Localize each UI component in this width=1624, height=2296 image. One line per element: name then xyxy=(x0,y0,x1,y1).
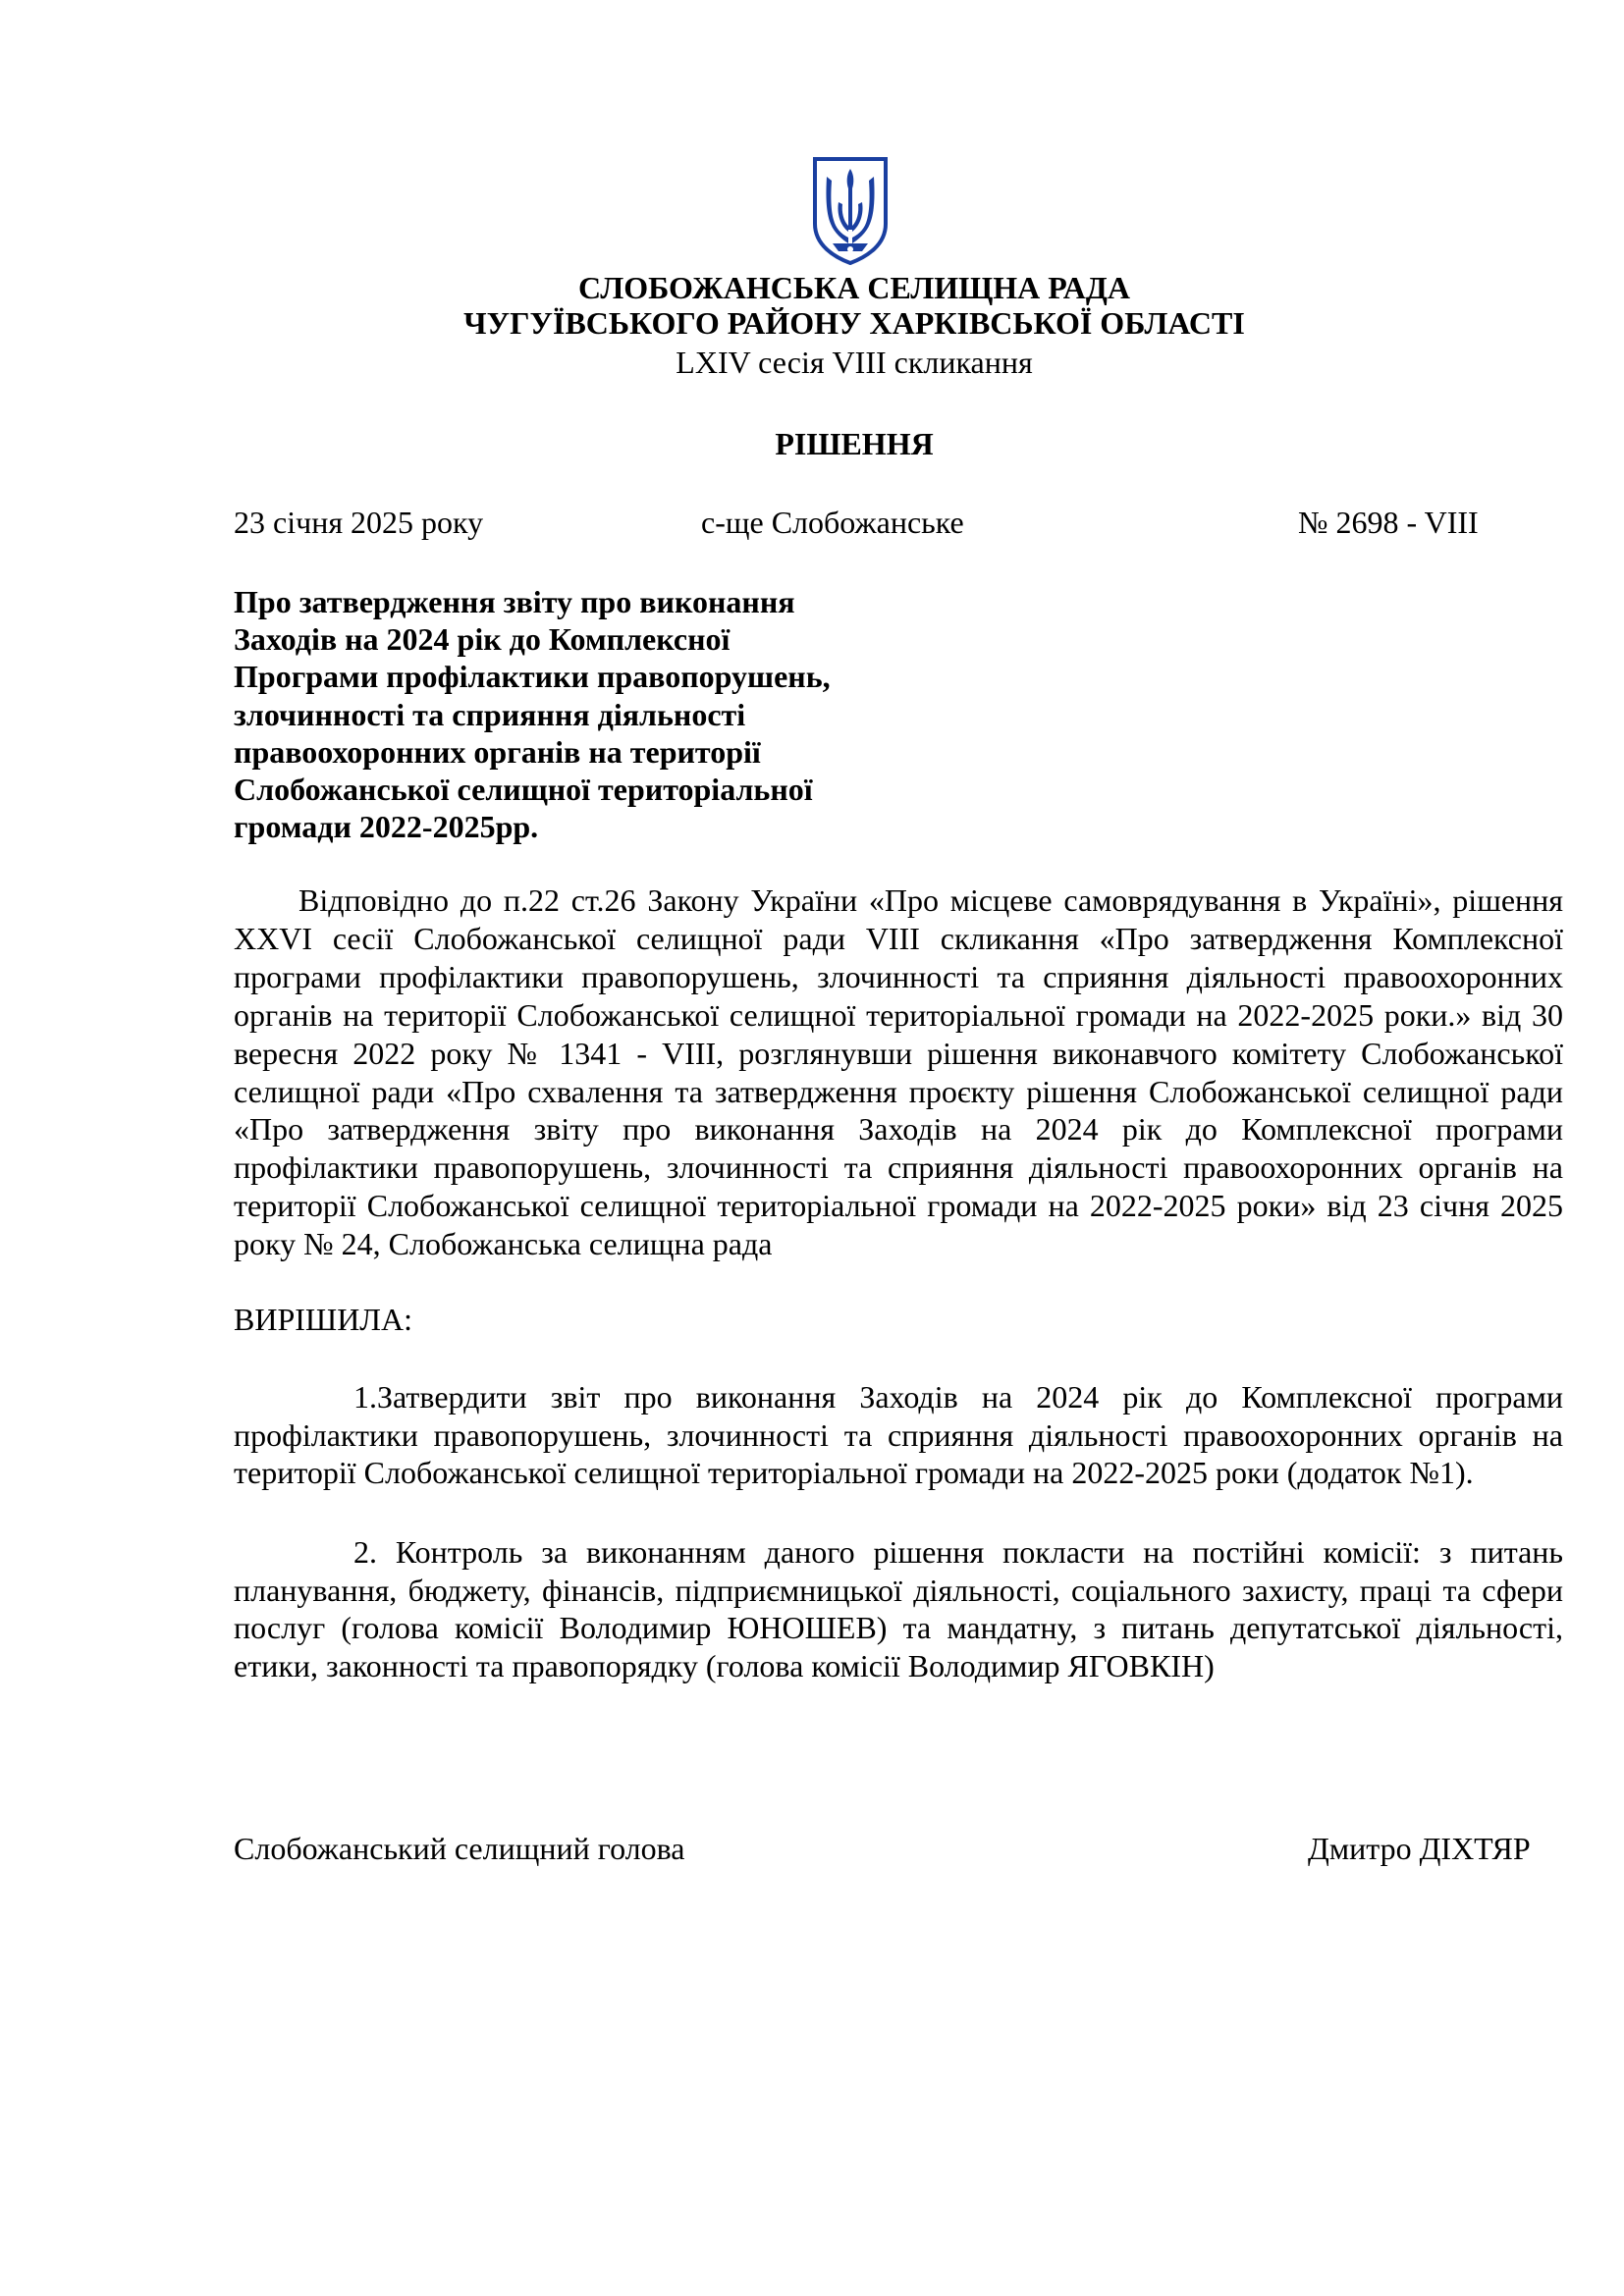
subject-line: Програми профілактики правопорушень, xyxy=(234,659,831,695)
ukraine-trident-coat-of-arms-icon xyxy=(811,155,890,265)
resolved-heading: ВИРІШИЛА: xyxy=(234,1302,412,1337)
preamble-paragraph: Відповідно до п.22 ст.26 Закону України «Про місцеве самоврядування в Україні», рішення XXVI сесії Слобожанської селищної ради VIII скликання «Про затвердження Комплексної програми профілактики правопорушень, злочинності та сприяння діяльності правоохоронних органів на території Слобожанської селищної територіальної громади на 2022-2025 роки.» від 30 вересня 2022 року № 1341 - VIII, розглянувши рішення виконавчого комітету Слобожанської селищної ради «Про схвалення та затвердження проєкту рішення Слобожанської селищної ради «Про затвердження звіту про виконання Заходів на 2024 рік до Комплексної програми профілактики правопорушень, злочинності та сприяння діяльності правоохоронних органів на території Слобожанської селищної територіальної громади на 2022-2025 роки» від 23 січня 2025 року № 24, Слобожанська селищна рада xyxy=(234,882,1563,1262)
decision-item-2: 2. Контроль за виконанням даного рішення покласти на постійні комісії: з питань планування, бюджету, фінансів, підприємницької діяльності, соціального захисту, праці та сфери послуг (голова комісії Володимир ЮНОШЕВ) та мандатну, з питань депутатської діяльності, етики, законності та правопорядку (голова комісії Володимир ЯГОВКІН) xyxy=(234,1534,1563,1683)
district-region: ЧУГУЇВСЬКОГО РАЙОНУ ХАРКІВСЬКОЇ ОБЛАСТІ xyxy=(463,305,1245,341)
subject-line: Слобожанської селищної територіальної xyxy=(234,772,813,808)
document-type-title: РІШЕННЯ xyxy=(775,426,934,461)
subject-line: Заходів на 2024 рік до Комплексної xyxy=(234,621,731,658)
subject-line: правоохоронних органів на території xyxy=(234,733,761,770)
session-info: LXIV сесія VIII скликання xyxy=(676,345,1033,380)
signatory-name: Дмитро ДІХТЯР xyxy=(1308,1831,1531,1866)
signatory-position: Слобожанський селищний голова xyxy=(234,1831,685,1866)
document-place: с-ще Слобожанське xyxy=(701,505,964,540)
subject-line: громади 2022-2025рр. xyxy=(234,809,539,845)
document-date: 23 січня 2025 року xyxy=(234,505,484,540)
subject-line: Про затвердження звіту про виконання xyxy=(234,584,795,619)
decision-item-1: 1.Затвердити звіт про виконання Заходів на 2024 рік до Комплексної програми профілактики правопорушень, злочинності та сприяння діяльності правоохоронних органів на території Слобожанської селищної територіальної громади на 2022-2025 роки (додаток №1). xyxy=(234,1379,1563,1491)
document-number: № 2698 - VIII xyxy=(1298,505,1479,540)
document-subject xyxy=(234,583,941,845)
council-name: СЛОБОЖАНСЬКА СЕЛИЩНА РАДА xyxy=(578,270,1130,305)
subject-line: злочинності та сприяння діяльності xyxy=(234,696,746,732)
